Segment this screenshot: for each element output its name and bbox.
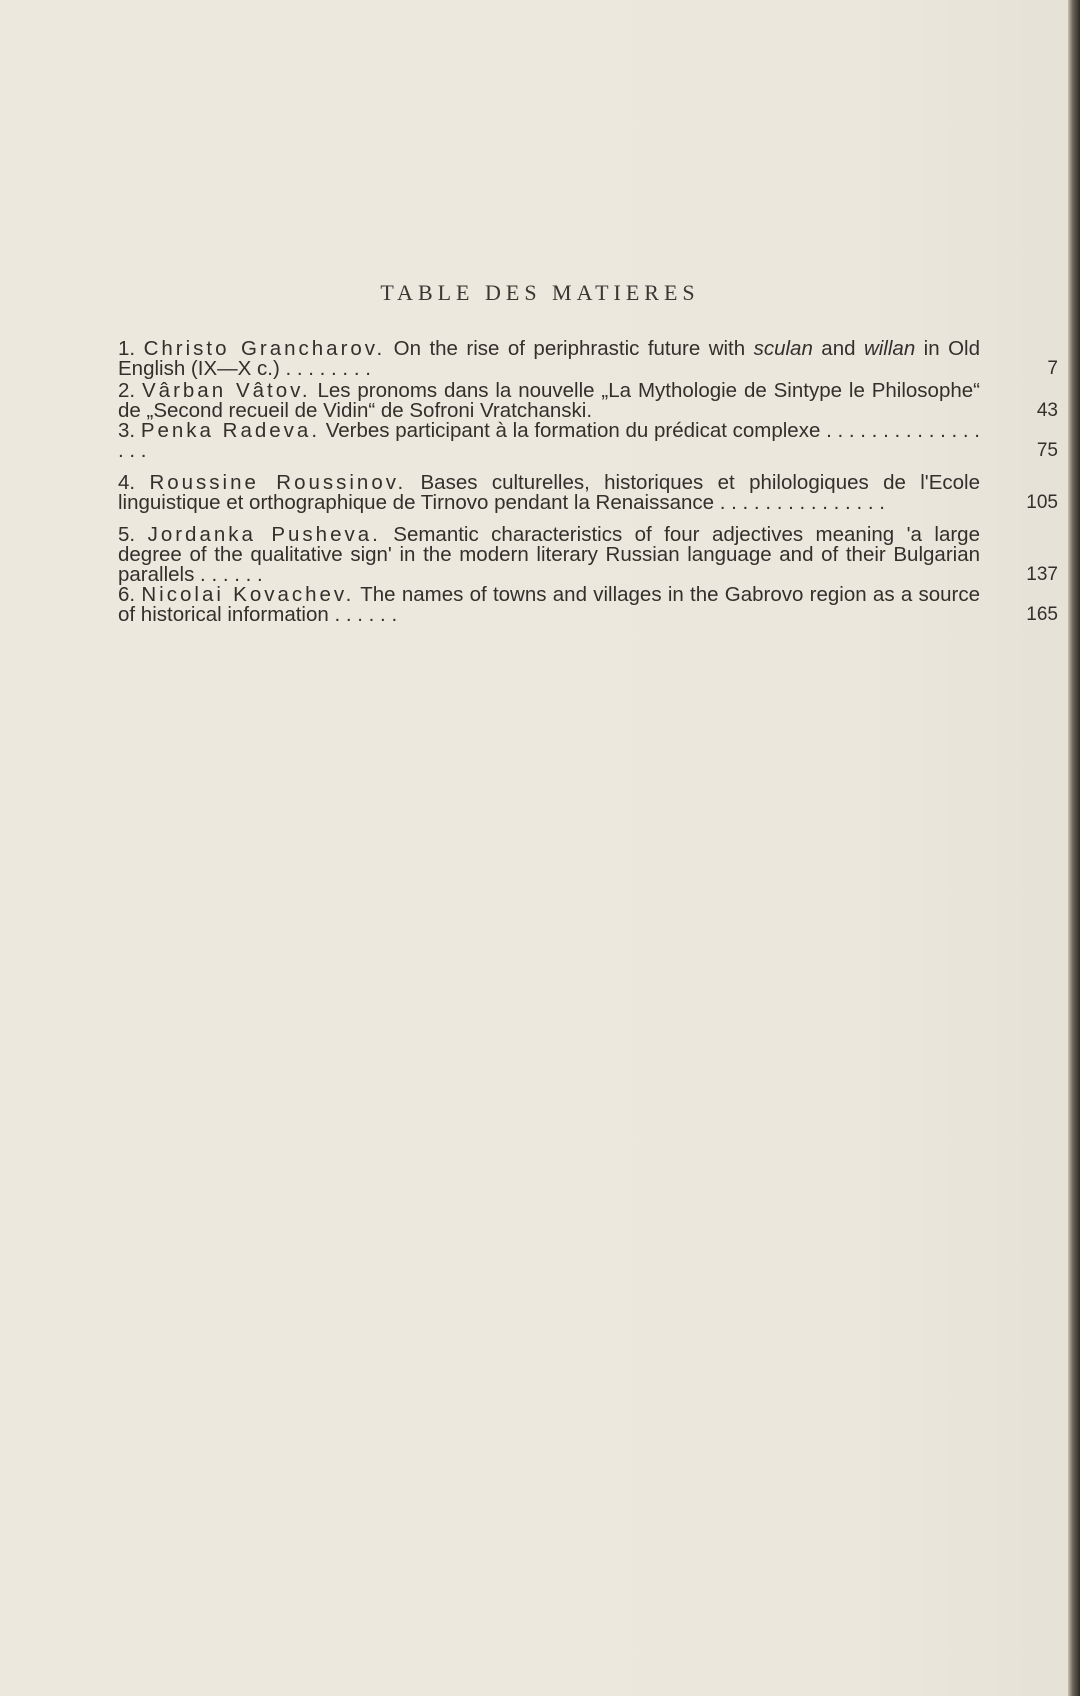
entry-title-italic: willan (863, 337, 916, 360)
entry-number: 2. (118, 379, 136, 402)
toc-entry-text (118, 585, 980, 625)
entry-author: Christo Grancharov. (143, 337, 386, 360)
entry-page-number: 43 (1036, 400, 1058, 421)
table-of-contents (118, 339, 1058, 625)
entry-title: Bases culturelles, historiques et philologiques de l'Ecole linguistique et orthographique de Tirnovo pendant la Renaissance (118, 471, 980, 514)
dot-leader: . . . . . . (328, 603, 398, 626)
toc-entry (118, 421, 1058, 461)
toc-entry-text (118, 525, 980, 585)
entry-title: Semantic characteristics of four adjectives meaning 'a large degree of the qualitative sign' in the modern literary Russian language and of their Bulgarian parallels (118, 523, 980, 586)
toc-entry (118, 473, 1058, 513)
entry-page-number: 137 (1026, 564, 1058, 585)
dot-leader: . . . . . . . . . . . . . . . . . (118, 419, 980, 462)
entry-title: On the rise of periphrastic future with (393, 337, 754, 360)
entry-page-number: 165 (1026, 604, 1058, 625)
toc-entry (118, 381, 1058, 421)
toc-entry (118, 525, 1058, 585)
entry-number: 1. (118, 337, 136, 360)
entry-number: 6. (118, 583, 136, 606)
entry-author: Jordanka Pusheva. (147, 523, 381, 546)
toc-entry-text (118, 339, 980, 379)
entry-title: Verbes participant à la formation du prédicat complexe (325, 419, 821, 442)
dot-leader: . . . . . . . . (279, 357, 371, 380)
entry-title: and (812, 337, 864, 360)
entry-page-number: 7 (1047, 358, 1058, 379)
entry-page-number: 75 (1036, 440, 1058, 461)
entry-author: Roussine Roussinov. (149, 471, 407, 494)
toc-entry (118, 585, 1058, 625)
entry-title: in Old English (IX—X c.) (118, 337, 980, 380)
entry-author: Nicolai Kovachev. (141, 583, 355, 606)
entry-author: Vârban Vâtov. (142, 379, 311, 402)
toc-entry-text (118, 381, 980, 421)
page-edge-shadow (1068, 0, 1080, 1696)
entry-title-italic: sculan (753, 337, 813, 360)
entry-number: 5. (118, 523, 136, 546)
entry-page-number: 105 (1026, 492, 1058, 513)
entry-title: The names of towns and villages in the Gabrovo region as a source of historical information (118, 583, 981, 626)
entry-number: 4. (118, 471, 136, 494)
entry-title: Les pronoms dans la nouvelle „La Mythologie de Sintype le Philosophe“ de „Second recueil de Vidin“ de Sofroni Vratchanski. (118, 379, 980, 422)
toc-entry-text (118, 421, 980, 461)
entry-number: 3. (118, 419, 136, 442)
dot-leader: . . . . . . . . . . . . . . . (714, 491, 885, 514)
entry-author: Penka Radeva. (140, 419, 321, 442)
toc-entry (118, 339, 1058, 379)
dot-leader: . . . . . . (194, 563, 263, 586)
toc-entry-text (118, 473, 980, 513)
page-title: TABLE DES MATIERES (380, 280, 700, 305)
